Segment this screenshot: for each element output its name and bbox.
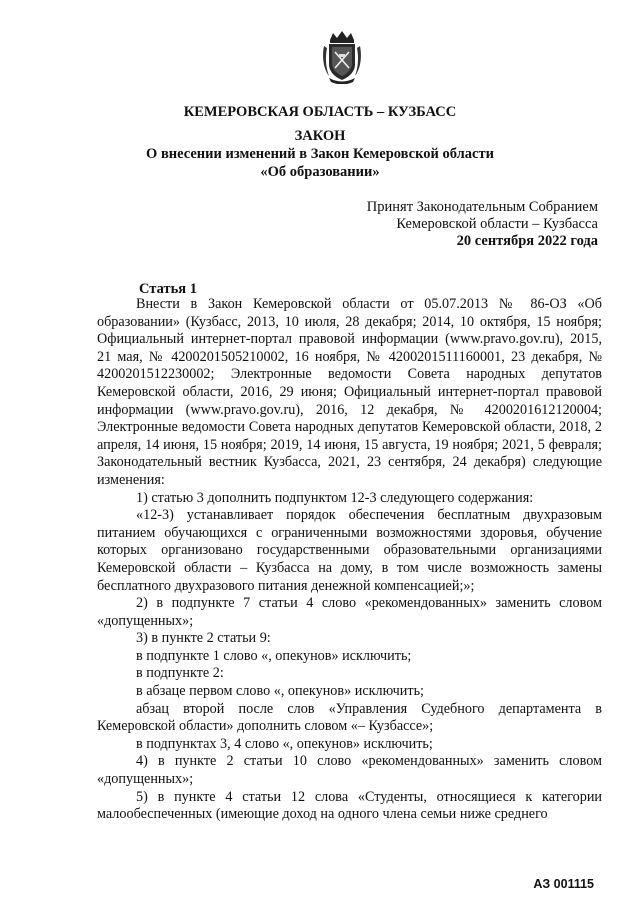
article-paragraph: абзац второй после слов «Управления Судебного департамента в Кемеровской области» дополнить словом «– Кузбассе»;: [97, 700, 602, 735]
article-paragraph: 5) в пункте 4 статьи 12 слова «Студенты, относящиеся к категории малообеспеченных (имеющие доход на одного члена семьи ниже среднего: [97, 788, 602, 823]
adoption-date: 20 сентября 2022 года: [456, 233, 598, 249]
article-paragraph: в подпунктах 3, 4 слово «, опекунов» исключить;: [136, 735, 433, 752]
adoption-line-1: Принят Законодательным Собранием: [366, 199, 598, 215]
article-paragraph: Внести в Закон Кемеровской области от 05.07.2013 № 86-ОЗ «Об образовании» (Кузбасс, 2013, 10 июля, 28 декабря; 2014, 10 октября, 15 ноября; Официальный интернет-портал правовой информации (www.pravo.gov.ru), 2015, 21 мая, № 4200201505210002, 16 ноября, № 4200201511160001, 23 декабря, № 4200201512230002; Электронные ведомости Совета народных депутатов Кемеровской области, 2016, 29 июня; Официальный интернет-портал правовой информации (www.pravo.gov.ru), 2016, 12 декабря, № 4200201612120004; Электронные ведомости Совета народных депутатов Кемеровской области, 2018, 2 апреля, 14 июня, 15 ноября; 2019, 14 июня, 15 августа, 19 ноября; 2021, 5 февраля; Законодательный вестник Кузбасса, 2021, 23 сентября, 24 декабря) следующие изменения:: [97, 296, 602, 488]
adoption-line-2: Кемеровской области – Кузбасса: [396, 216, 598, 232]
region-heading: КЕМЕРОВСКАЯ ОБЛАСТЬ – КУЗБАСС: [183, 104, 457, 120]
article-paragraph: «12-3) устанавливает порядок обеспечения бесплатным двухразовым питанием обучающихся с ограниченными возможностями здоровья, обучение которых организовано государственными образовательными организациями Кемеровской области – Кузбасса на дому, в том числе возможность замены бесплатного двухразового питания денежной компенсацией;»;: [97, 507, 602, 594]
article-body: [97, 296, 602, 824]
article-paragraph: в подпункте 2:: [136, 665, 224, 682]
article-paragraph: 4) в пункте 2 статьи 10 слово «рекомендованных» заменить словом «допущенных»;: [97, 753, 602, 788]
article-heading: Статья 1: [139, 281, 197, 297]
article-paragraph: 1) статью 3 дополнить подпунктом 12-3 следующего содержания:: [136, 489, 534, 506]
kuzbass-coat-of-arms-icon: [321, 30, 363, 84]
article-paragraph: в абзаце первом слово «, опекунов» исключить;: [136, 683, 424, 700]
article-paragraph: 3) в пункте 2 статьи 9:: [136, 630, 271, 647]
law-title-line-1: О внесении изменений в Закон Кемеровской области: [146, 146, 494, 162]
article-paragraph: в подпункте 1 слово «, опекунов» исключить;: [136, 647, 412, 664]
form-serial-number: АЗ 001115: [533, 877, 594, 891]
law-title-line-2: «Об образовании»: [260, 164, 380, 180]
article-paragraph: 2) в подпункте 7 статьи 4 слово «рекомендованных» заменить словом «допущенных»;: [97, 595, 602, 629]
document-type: ЗАКОН: [294, 128, 346, 144]
